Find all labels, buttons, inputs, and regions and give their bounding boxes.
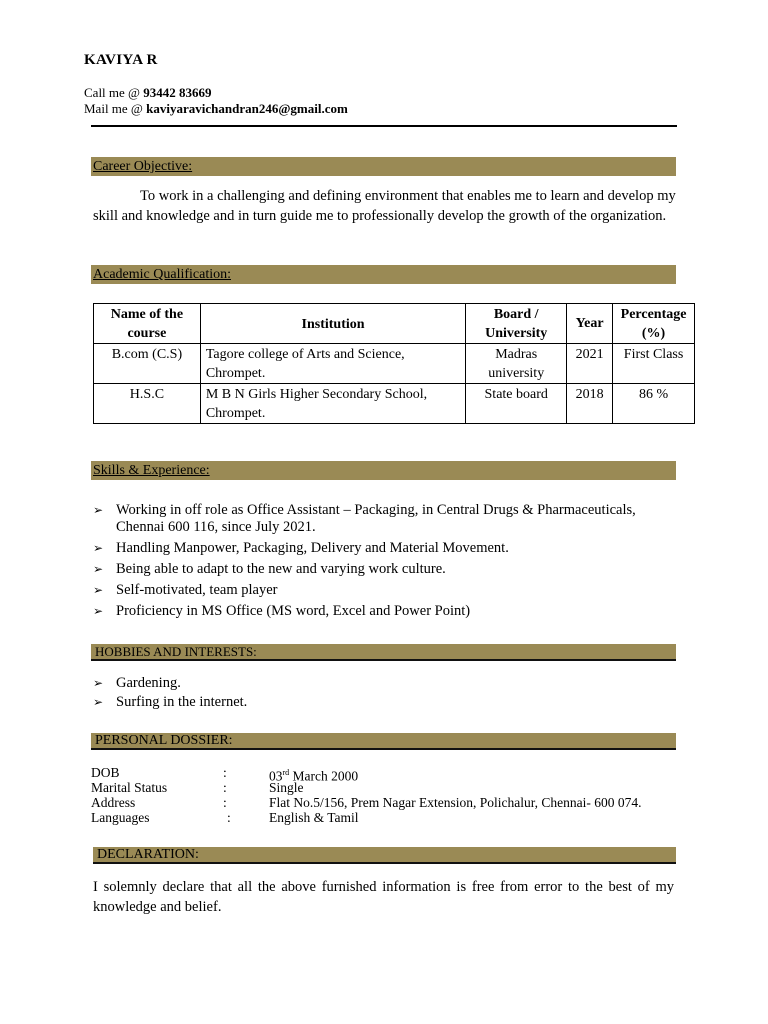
list-item xyxy=(93,540,678,557)
hobbies-list xyxy=(93,675,678,711)
declaration-heading: DECLARATION: xyxy=(93,847,676,864)
declaration-text: I solemnly declare that all the above furnished information is free from error to the best of my knowledge and belief. xyxy=(93,879,674,915)
list-item-text: Being able to adapt to the new and varying work culture. xyxy=(116,561,446,577)
list-item xyxy=(93,502,678,536)
table-header-row xyxy=(94,304,695,344)
cell-year: 2018 xyxy=(567,384,613,424)
academic-table xyxy=(93,303,695,424)
email-prefix: Mail me @ xyxy=(84,101,147,116)
cell-institution: M B N Girls Higher Secondary School, Chrompet. xyxy=(200,384,465,424)
address-label: Address xyxy=(91,795,136,810)
cell-percentage: 86 % xyxy=(613,384,695,424)
email-line xyxy=(84,101,348,117)
list-item-text: Self-motivated, team player xyxy=(116,582,278,598)
cell-course: B.com (C.S) xyxy=(94,344,201,384)
languages-label: Languages xyxy=(91,810,150,825)
arrow-bullet-icon: ➢ xyxy=(93,604,104,618)
dob-month-year: March 2000 xyxy=(289,768,359,784)
languages-value: English & Tamil xyxy=(269,810,359,825)
list-item xyxy=(93,582,678,599)
list-item-text: Working in off role as Office Assistant – Packaging, in Central Drugs & Pharmaceuticals, Chennai 600 116, since July 2021. xyxy=(116,502,636,535)
dob-day: 03 xyxy=(269,768,283,784)
arrow-bullet-icon: ➢ xyxy=(93,676,104,690)
list-item-text: Gardening. xyxy=(116,675,181,691)
col-header-institution: Institution xyxy=(200,304,465,344)
col-header-year: Year xyxy=(567,304,613,344)
col-header-board: Board / University xyxy=(466,304,567,344)
list-item-text: Surfing in the internet. xyxy=(116,694,248,710)
list-item xyxy=(93,675,678,692)
cell-board: Madras university xyxy=(466,344,567,384)
table-row xyxy=(94,344,695,384)
phone-line xyxy=(84,85,212,101)
skills-heading: Skills & Experience: xyxy=(91,461,676,480)
list-item xyxy=(93,603,678,620)
marital-label: Marital Status xyxy=(91,780,168,795)
hobbies-heading: HOBBIES AND INTERESTS: xyxy=(91,644,676,661)
languages-colon: : xyxy=(227,810,231,825)
address-colon: : xyxy=(223,795,227,810)
cell-institution: Tagore college of Arts and Science, Chrompet. xyxy=(200,344,465,384)
header-divider xyxy=(91,125,677,127)
career-objective-text: To work in a challenging and defining environment that enables me to learn and develop my skill and knowledge and in turn guide me to professionally develop the growth of the organization. xyxy=(93,188,676,224)
list-item-text: Proficiency in MS Office (MS word, Excel and Power Point) xyxy=(116,603,471,619)
arrow-bullet-icon: ➢ xyxy=(93,562,104,576)
dob-colon: : xyxy=(223,765,227,780)
email-address: kaviyaravichandran246@gmail.com xyxy=(146,101,348,116)
address-value: Flat No.5/156, Prem Nagar Extension, Polichalur, Chennai- 600 074. xyxy=(269,795,642,810)
arrow-bullet-icon: ➢ xyxy=(93,695,104,709)
cell-percentage: First Class xyxy=(613,344,695,384)
dob-suffix: rd xyxy=(282,768,290,777)
skills-list xyxy=(93,502,678,620)
list-item xyxy=(93,694,678,711)
cell-board: State board xyxy=(466,384,567,424)
career-objective-heading: Career Objective: xyxy=(91,157,676,176)
col-header-percentage: Percentage (%) xyxy=(613,304,695,344)
academic-heading: Academic Qualification: xyxy=(91,265,676,284)
marital-colon: : xyxy=(223,780,227,795)
col-header-course: Name of the course xyxy=(94,304,201,344)
marital-value: Single xyxy=(269,780,304,795)
arrow-bullet-icon: ➢ xyxy=(93,503,104,517)
phone-number: 93442 83669 xyxy=(143,85,212,100)
dob-label: DOB xyxy=(91,765,120,780)
table-row xyxy=(94,384,695,424)
personal-dossier-heading: PERSONAL DOSSIER: xyxy=(91,733,676,750)
cell-course: H.S.C xyxy=(94,384,201,424)
arrow-bullet-icon: ➢ xyxy=(93,583,104,597)
candidate-name: KAVIYA R xyxy=(84,52,158,68)
phone-prefix: Call me @ xyxy=(84,85,144,100)
list-item xyxy=(93,561,678,578)
list-item-text: Handling Manpower, Packaging, Delivery and Material Movement. xyxy=(116,540,509,556)
cell-year: 2021 xyxy=(567,344,613,384)
arrow-bullet-icon: ➢ xyxy=(93,541,104,555)
